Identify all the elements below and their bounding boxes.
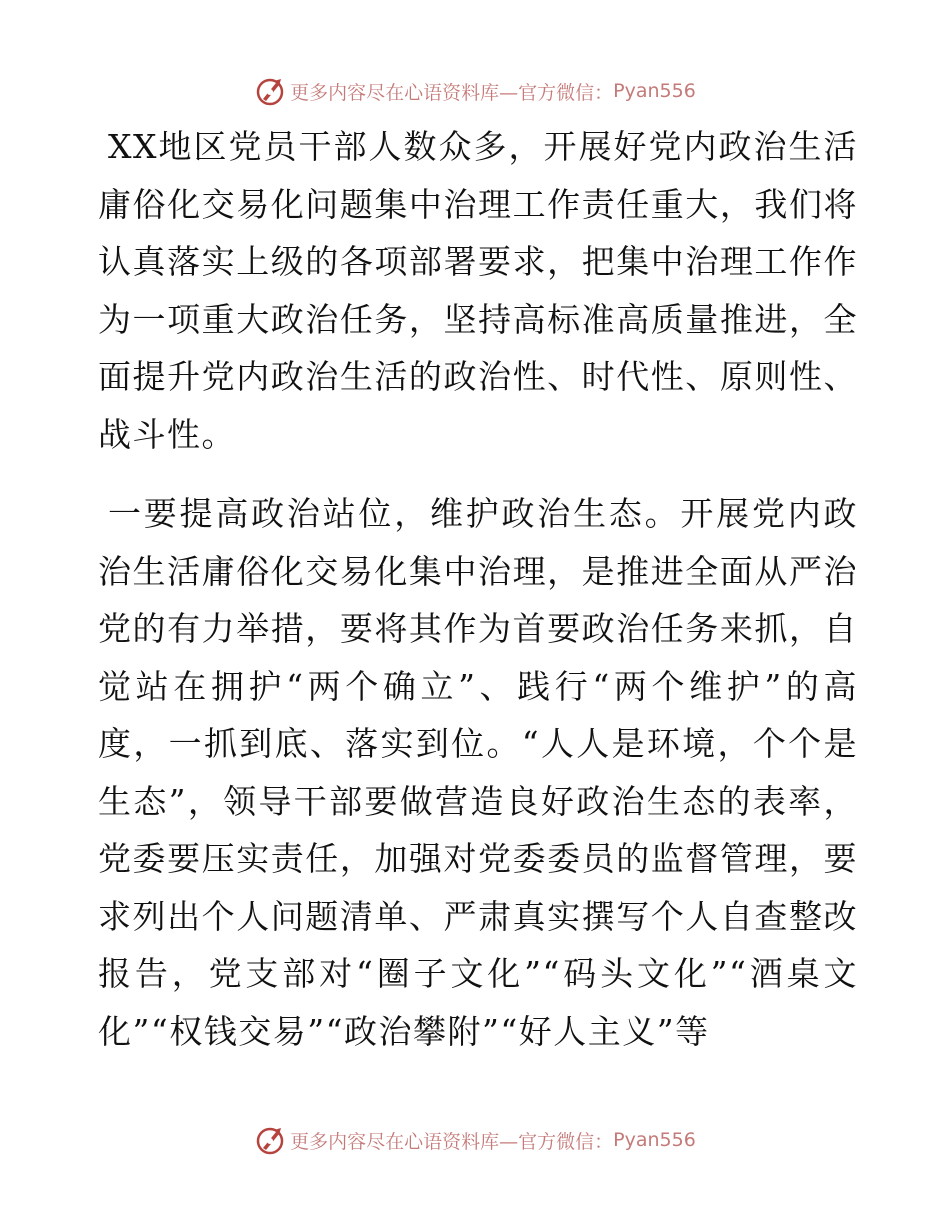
banner-text: 更多内容尽在心语资料库—官方微信：	[290, 1130, 614, 1153]
document-body	[98, 118, 858, 1060]
wechat-id: Pyan556	[613, 80, 696, 102]
paragraph: XX地区党员干部人数众多，开展好党内政治生活庸俗化交易化问题集中治理工作责任重大，我们将认真落实上级的各项部署要求，把集中治理工作作为一项重大政治任务，坚持高标准高质量推进，全面提升党内政治生活的政治性、时代性、原则性、战斗性。	[98, 127, 858, 454]
paragraph: 一要提高政治站位，维护政治生态。开展党内政治生活庸俗化交易化集中治理，是推进全面从严治党的有力举措，要将其作为首要政治任务来抓，自觉站在拥护“两个确立”、践行“两个维护”的高度，一抓到底、落实到位。“人人是环境，个个是生态”，领导干部要做营造良好政治生态的表率，党委要压实责任，加强对党委委员的监督管理，要求列出个人问题清单、严肃真实撰写个人自查整改报告，党支部对“圈子文化”“码头文化”“酒桌文化”“权钱交易”“政治攀附”“好人主义”等	[98, 494, 858, 1051]
quill-pen-logo-icon	[254, 75, 286, 107]
footer-banner	[0, 1120, 950, 1160]
banner-text: 更多内容尽在心语资料库—官方微信：	[290, 81, 614, 104]
header-banner	[0, 71, 950, 111]
quill-pen-logo-icon	[254, 1124, 286, 1156]
wechat-id: Pyan556	[613, 1129, 696, 1151]
